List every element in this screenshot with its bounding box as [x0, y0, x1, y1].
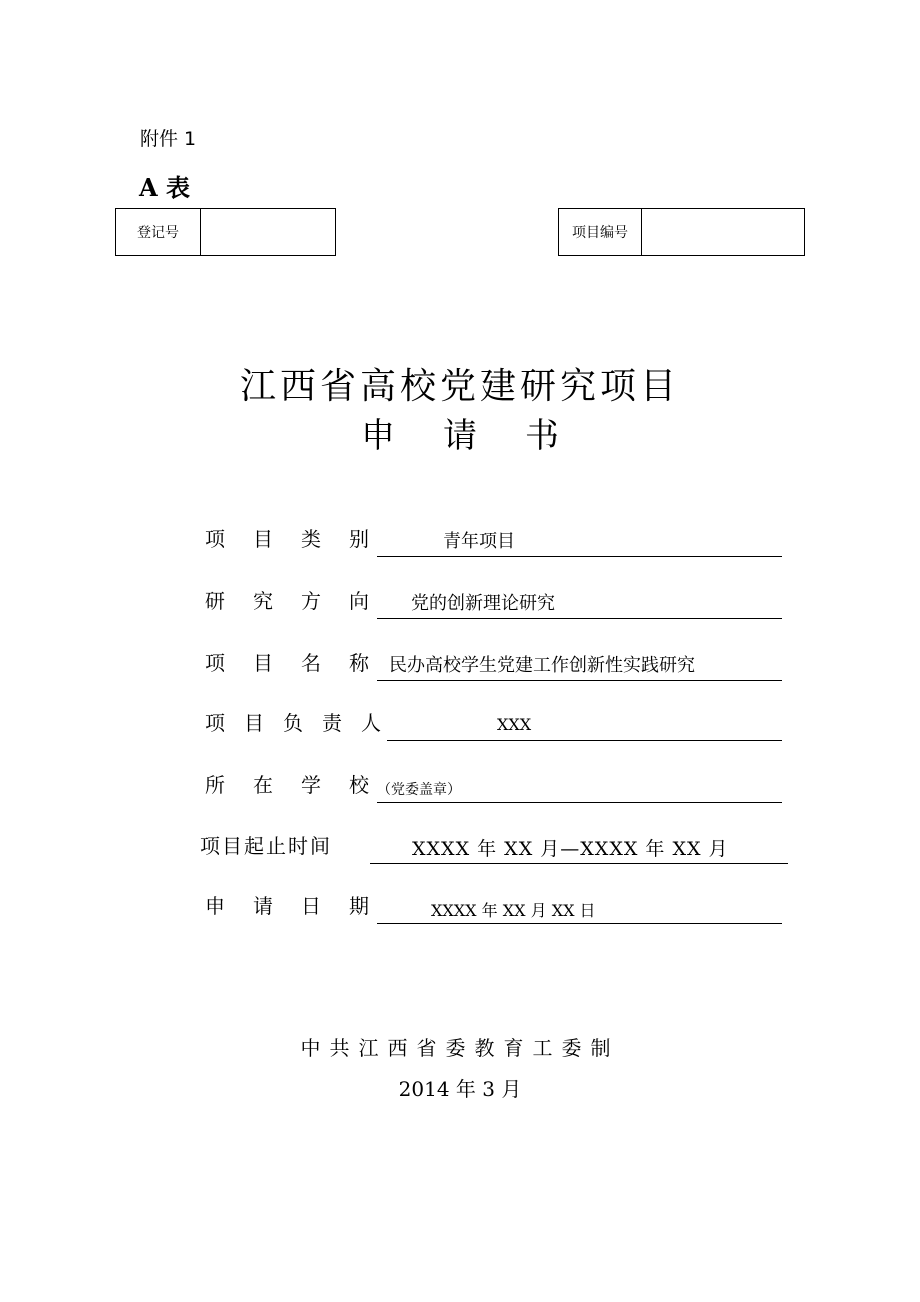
project-number-box [558, 208, 805, 256]
field-label: 项 目 名 称 [205, 651, 369, 675]
document-subtitle [0, 408, 920, 457]
project-number-label: 项目编号 [559, 209, 642, 255]
field-value: XXXX 年 XX 月 XX 日 [431, 901, 596, 920]
field-value: XXXX 年 XX 月—XXXX 年 XX 月 [412, 838, 729, 860]
registration-number-field[interactable] [201, 209, 335, 255]
field-date [205, 890, 782, 924]
field-label: 申 请 日 期 [205, 894, 369, 918]
field-value: XXX [497, 715, 532, 734]
field-underline[interactable] [377, 526, 782, 557]
field-school [205, 769, 782, 803]
subtitle-char: 申 [361, 416, 395, 456]
field-leader [205, 707, 782, 741]
field-label: 项 目 负 责 人 [205, 711, 381, 735]
attachment-label: 附件 1 [140, 128, 197, 150]
field-period [200, 830, 790, 864]
field-label: 项目起止时间 [200, 834, 332, 858]
field-value: 民办高校学生党建工作创新性实践研究 [389, 655, 695, 676]
field-direction [205, 585, 782, 619]
field-underline[interactable] [387, 710, 782, 741]
subtitle-char: 请 [443, 416, 477, 456]
registration-number-label: 登记号 [116, 209, 201, 255]
field-label: 项 目 类 别 [205, 527, 369, 551]
subtitle-char: 书 [525, 416, 559, 456]
field-value: 党的创新理论研究 [411, 593, 555, 614]
field-value: 青年项目 [443, 531, 515, 552]
field-label: 所 在 学 校 [205, 773, 369, 797]
field-value: （党委盖章） [377, 782, 461, 798]
document-title: 江西省高校党建研究项目 [239, 366, 680, 407]
field-label: 研 究 方 向 [205, 589, 369, 613]
issuer-text: 中共江西省委教育工委制 [300, 1036, 620, 1060]
field-project-name [205, 647, 782, 681]
field-category [205, 523, 782, 557]
issue-date-text: 2014 年 3 月 [398, 1077, 522, 1101]
project-number-field[interactable] [642, 209, 804, 255]
form-type-label: A 表 [139, 173, 190, 202]
registration-number-box [115, 208, 336, 256]
